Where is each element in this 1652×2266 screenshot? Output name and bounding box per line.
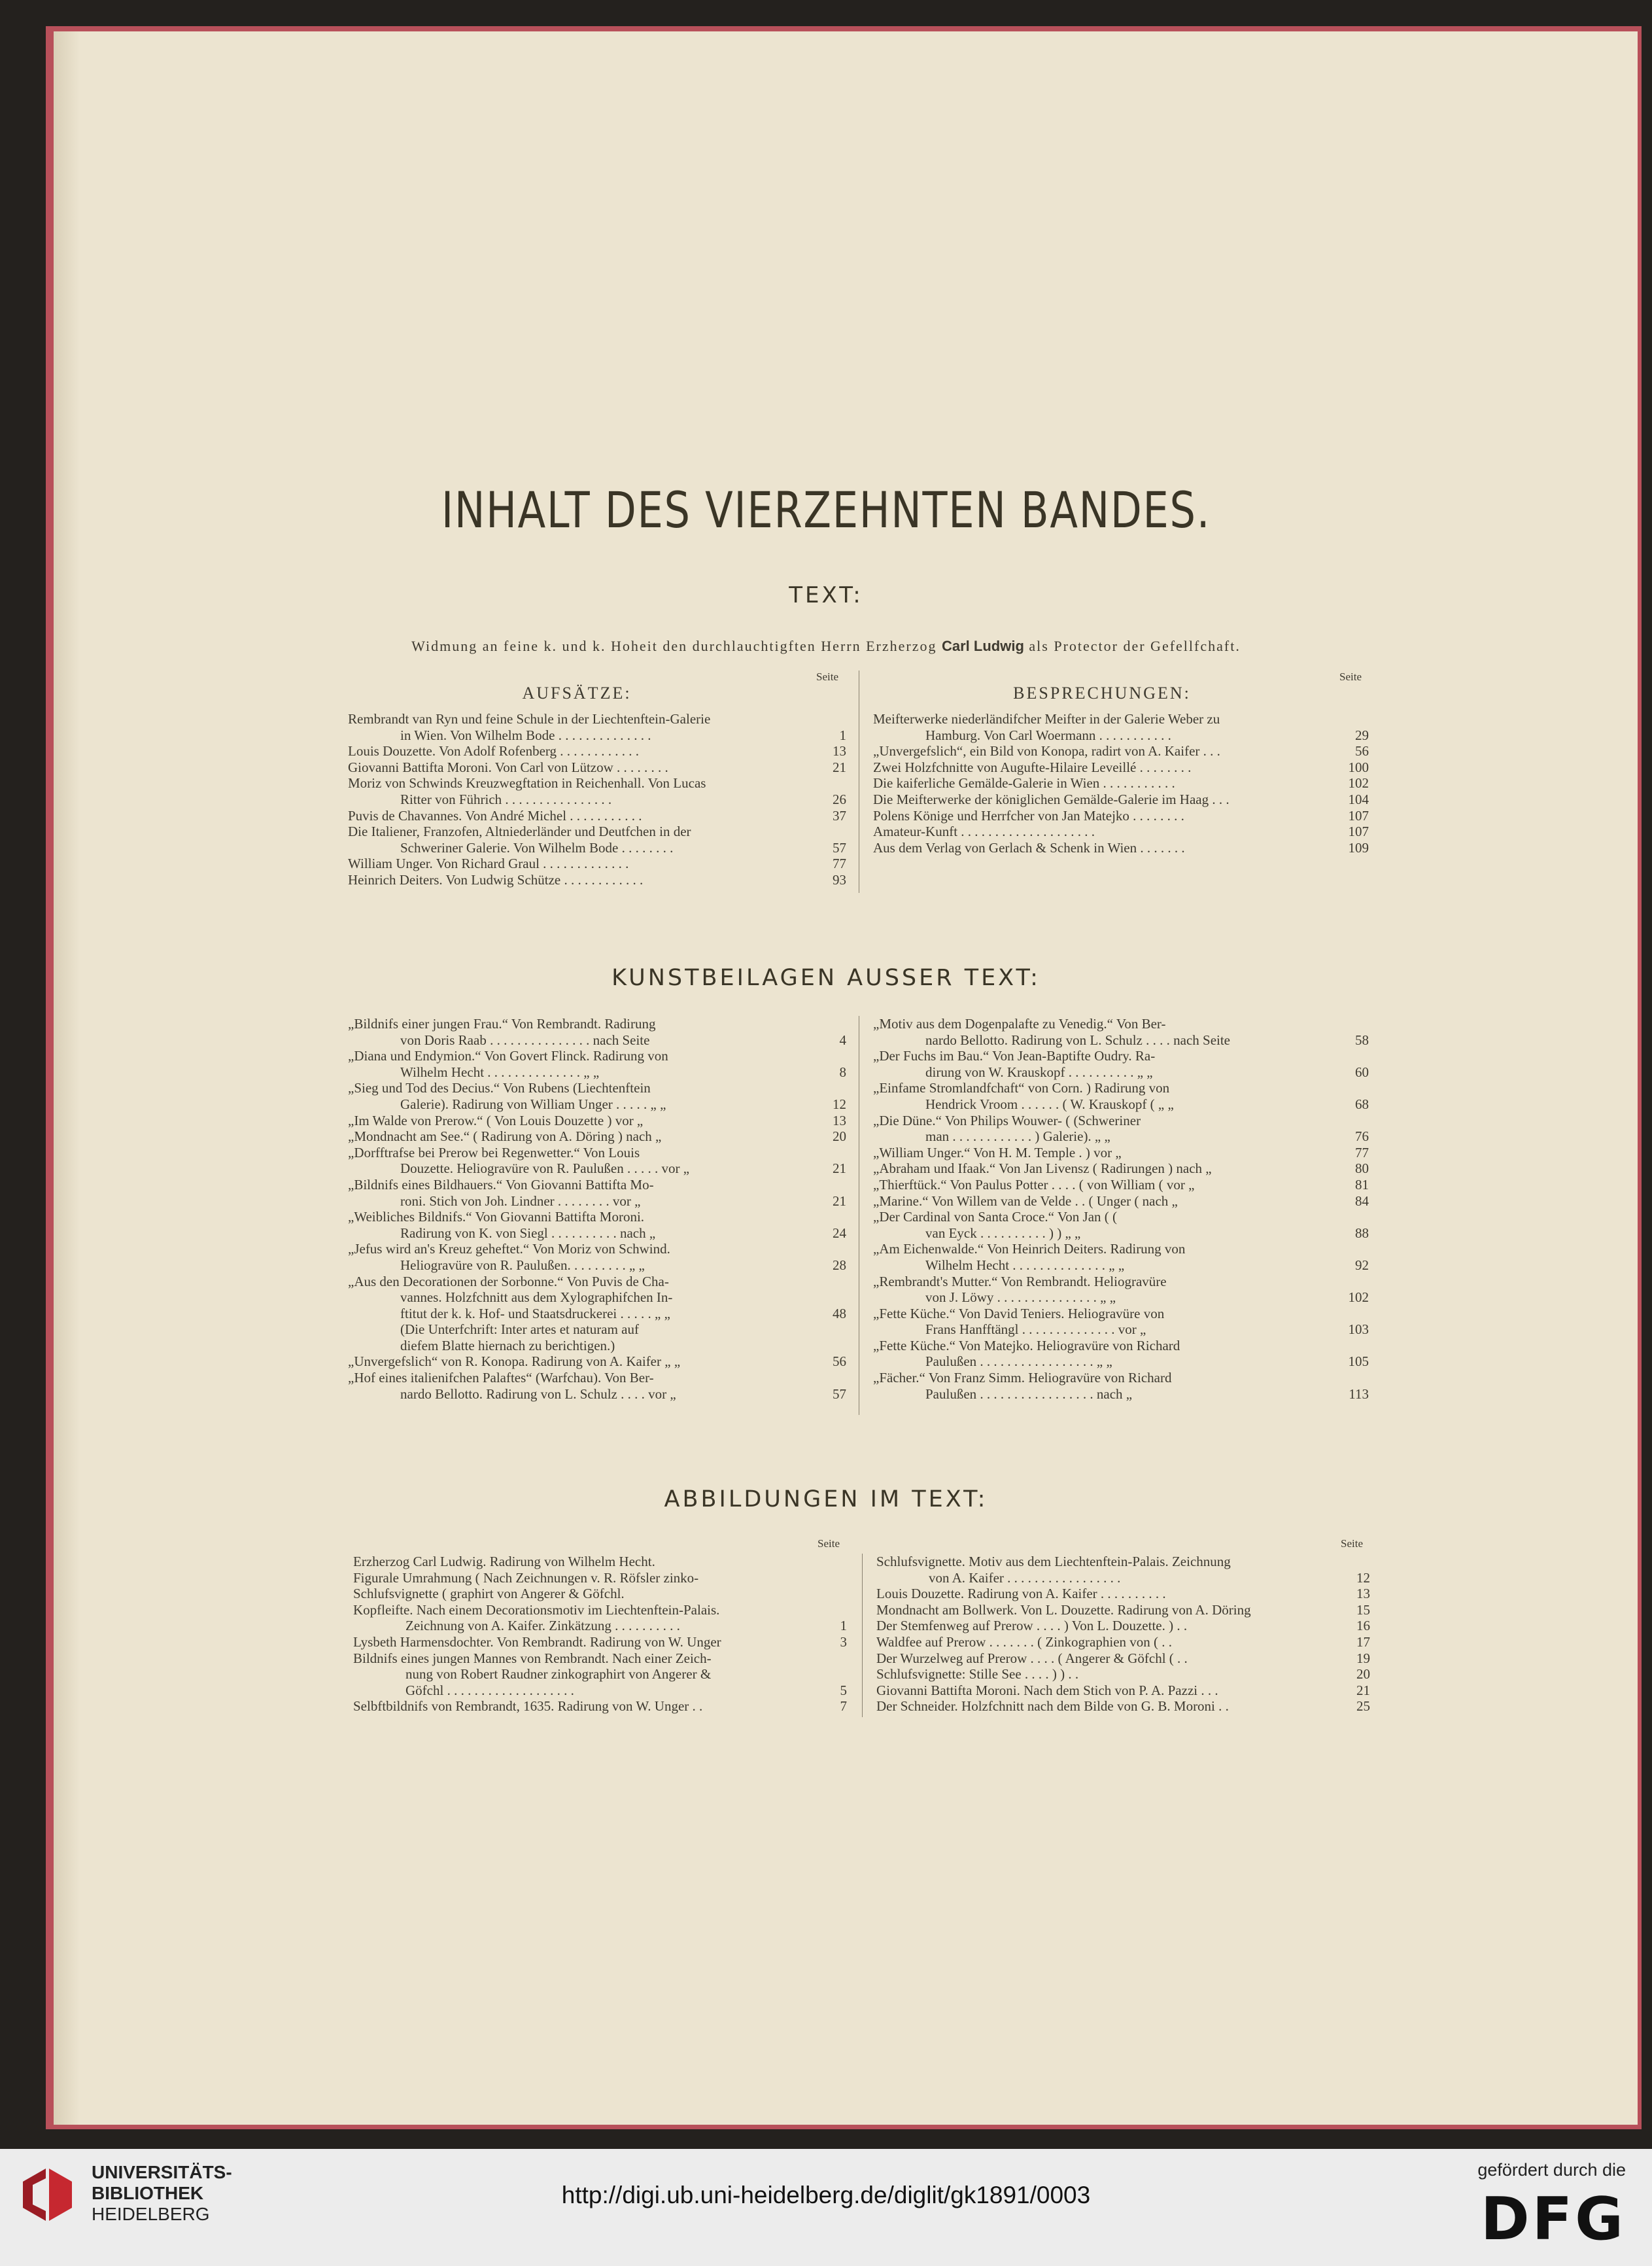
- toc-entry-page: 5: [840, 1682, 847, 1698]
- toc-entry: [348, 1177, 846, 1193]
- kunstbeilagen-left-list: [348, 1016, 846, 1402]
- toc-entry-text: Wilhelm Hecht . . . . . . . . . . . . . . „ „: [400, 1064, 600, 1080]
- toc-entry: [348, 824, 846, 840]
- toc-entry-page: 76: [1355, 1128, 1369, 1145]
- dedication-name: Carl Ludwig: [942, 638, 1024, 654]
- seite-label-abb-right: Seite: [1341, 1537, 1363, 1550]
- toc-entry-page: 103: [1348, 1321, 1369, 1338]
- toc-entry: [348, 1160, 846, 1177]
- toc-entry-text: „Fächer.“ Von Franz Simm. Heliogravüre von Richard: [873, 1370, 1172, 1386]
- toc-entry: [348, 1306, 846, 1322]
- toc-entry-page: [808, 1145, 846, 1161]
- toc-entry: [348, 856, 846, 872]
- toc-entry-page: 3: [840, 1633, 847, 1650]
- toc-entry: [873, 759, 1369, 776]
- toc-entry: [873, 1306, 1369, 1322]
- toc-entry: [876, 1682, 1370, 1699]
- toc-entry-page: [1331, 1338, 1369, 1354]
- toc-entry: [348, 792, 846, 808]
- toc-entry-text: „Sieg und Tod des Decius.“ Von Rubens (Liechtenftein: [348, 1080, 651, 1096]
- kunstbeilagen-heading: KUNSTBEILAGEN AUSSER TEXT:: [611, 965, 1041, 991]
- toc-entry-text: von J. Löwy . . . . . . . . . . . . . . . „ „: [925, 1289, 1116, 1306]
- toc-entry-text: Figurale Umrahmung ( Nach Zeichnungen v. R. Röfsler zinko-: [353, 1569, 699, 1586]
- toc-entry: [876, 1698, 1370, 1715]
- library-line-2: BIBLIOTHEK: [92, 2183, 204, 2203]
- toc-entry-text: Hamburg. Von Carl Woermann . . . . . . . . . . .: [925, 727, 1171, 743]
- toc-entry-text: „Bildnifs eines Bildhauers.“ Von Giovanni Battifta Mo-: [348, 1176, 654, 1193]
- toc-entry: [348, 872, 846, 888]
- toc-entry-text: Wilhelm Hecht . . . . . . . . . . . . . . „ „: [925, 1257, 1125, 1273]
- toc-entry-page: [808, 1289, 846, 1306]
- toc-entry: [876, 1634, 1370, 1650]
- toc-entry-page: 21: [833, 759, 846, 775]
- toc-entry: [873, 1128, 1369, 1145]
- seite-label-right: Seite: [1339, 671, 1362, 683]
- toc-entry-page: [1331, 1306, 1369, 1322]
- toc-entry: [876, 1666, 1370, 1682]
- toc-entry-text: Zeichnung von A. Kaifer. Zinkätzung . . . . . . . . . .: [405, 1618, 680, 1634]
- toc-entry-text: „Motiv aus dem Dogenpalafte zu Venedig.“ Von Ber-: [873, 1016, 1166, 1032]
- toc-entry-page: 56: [1355, 743, 1369, 759]
- toc-entry-text: „Thierftück.“ Von Paulus Potter . . . . ( von William ( vor „: [873, 1176, 1195, 1193]
- toc-entry-text: Der Wurzelweg auf Prerow . . . . ( Angerer & Göfchl ( . .: [876, 1650, 1188, 1666]
- toc-entry: [873, 1113, 1369, 1129]
- toc-entry-page: 12: [1356, 1569, 1370, 1586]
- toc-entry-text: roni. Stich von Joh. Lindner . . . . . . . . vor „: [400, 1193, 641, 1209]
- toc-entry-text: Paulußen . . . . . . . . . . . . . . . . . „ „: [925, 1353, 1112, 1370]
- toc-entry: [348, 1016, 846, 1032]
- besprechungen-list: [873, 711, 1369, 856]
- toc-entry-text: Louis Douzette. Von Adolf Rofenberg . . . . . . . . . . . .: [348, 743, 640, 759]
- toc-entry-text: „Abraham und Ifaak.“ Von Jan Livensz ( Radirungen ) nach „: [873, 1160, 1212, 1177]
- toc-entry: [876, 1650, 1370, 1667]
- toc-entry-page: 17: [1356, 1633, 1370, 1650]
- toc-entry: [873, 1193, 1369, 1210]
- toc-entry-text: „Jefus wird an's Kreuz geheftet.“ Von Moriz von Schwind.: [348, 1241, 670, 1257]
- toc-entry-text: ftitut der k. k. Hof- und Staatsdruckerei . . . . . „ „: [400, 1305, 670, 1321]
- toc-entry-page: 20: [833, 1128, 846, 1145]
- seite-label-abb-left: Seite: [817, 1537, 840, 1550]
- toc-entry: [873, 1145, 1369, 1161]
- toc-entry-text: Radirung von K. von Siegl . . . . . . . . . . nach „: [400, 1225, 656, 1241]
- toc-entry-page: 7: [840, 1698, 847, 1715]
- toc-entry: [348, 1064, 846, 1081]
- toc-entry: [348, 1241, 846, 1257]
- toc-entry: [876, 1602, 1370, 1618]
- toc-entry-text: „Die Düne.“ Von Philips Wouwer- ( (Schweriner: [873, 1112, 1141, 1128]
- toc-entry-page: 102: [1348, 1289, 1369, 1306]
- toc-entry-page: 58: [1355, 1032, 1369, 1048]
- toc-entry-page: 57: [833, 839, 846, 856]
- toc-entry-text: „Fette Küche.“ Von Matejko. Heliogravüre von Richard: [873, 1337, 1180, 1353]
- toc-entry-text: „Einfame Stromlandfchaft“ von Corn. ) Radirung von: [873, 1080, 1170, 1096]
- toc-entry-page: 21: [833, 1193, 846, 1209]
- toc-entry-text: „Der Cardinal von Santa Croce.“ Von Jan ( (: [873, 1209, 1118, 1225]
- toc-entry: [348, 1096, 846, 1113]
- toc-entry-page: 1: [840, 1618, 847, 1634]
- toc-entry: [873, 1177, 1369, 1193]
- toc-entry: [873, 1321, 1369, 1338]
- toc-entry-page: 28: [833, 1257, 846, 1273]
- toc-entry-page: [808, 1016, 846, 1032]
- toc-entry: [353, 1698, 847, 1715]
- toc-entry-text: Louis Douzette. Radirung von A. Kaifer . . . . . . . . . .: [876, 1586, 1166, 1602]
- toc-entry: [873, 743, 1369, 759]
- permalink-url[interactable]: http://digi.ub.uni-heidelberg.de/diglit/gk1891/0003: [561, 2182, 1091, 2208]
- toc-entry-text: Kopfleifte. Nach einem Decorationsmotiv im Liechtenftein-Palais.: [353, 1601, 720, 1618]
- toc-entry: [873, 808, 1369, 824]
- toc-entry-page: 24: [833, 1225, 846, 1241]
- toc-entry: [873, 1225, 1369, 1242]
- toc-entry-text: Die kaiferliche Gemälde-Galerie in Wien . . . . . . . . . . .: [873, 775, 1175, 792]
- toc-entry: [348, 1113, 846, 1129]
- toc-entry-text: Douzette. Heliogravüre von R. Paulußen . . . . . vor „: [400, 1160, 690, 1177]
- aufsaetze-heading: AUFSÄTZE:: [522, 684, 632, 703]
- toc-entry-text: Der Stemfenweg auf Prerow . . . . ) Von L. Douzette. ) . .: [876, 1618, 1188, 1634]
- toc-entry-text: in Wien. Von Wilhelm Bode . . . . . . . . . . . . . .: [400, 727, 651, 743]
- toc-entry-page: 109: [1348, 839, 1369, 856]
- toc-entry: [348, 1321, 846, 1338]
- aufsaetze-list: [348, 711, 846, 888]
- toc-entry-text: „Am Eichenwalde.“ Von Heinrich Deiters. Radirung von: [873, 1241, 1186, 1257]
- toc-entry: [873, 1338, 1369, 1354]
- dfg-logo: DFG: [1480, 2185, 1626, 2254]
- toc-entry-text: man . . . . . . . . . . . . ) Galerie). „ „: [925, 1128, 1110, 1145]
- toc-entry-page: [809, 1586, 847, 1602]
- toc-entry-page: [808, 775, 846, 792]
- toc-entry-text: Zwei Holzfchnitte von Augufte-Hilaire Leveillé . . . . . . . .: [873, 759, 1192, 775]
- toc-entry: [348, 711, 846, 727]
- toc-entry-page: [1331, 1241, 1369, 1257]
- toc-entry: [873, 1289, 1369, 1306]
- toc-entry-text: „Unvergefslich“ von R. Konopa. Radirung von A. Kaifer „ „: [348, 1353, 681, 1370]
- dedication-prefix: Widmung an feine k. und k. Hoheit den durchlauchtigften Herrn Erzherzog: [411, 638, 937, 654]
- toc-entry: [873, 840, 1369, 856]
- toc-entry-text: „Rembrandt's Mutter.“ Von Rembrandt. Heliogravüre: [873, 1273, 1167, 1289]
- toc-entry: [348, 1032, 846, 1049]
- toc-entry: [873, 1096, 1369, 1113]
- toc-entry-text: nardo Bellotto. Radirung von L. Schulz . . . . vor „: [400, 1386, 676, 1402]
- page-gutter: [54, 31, 80, 2125]
- toc-entry: [348, 1209, 846, 1225]
- column-divider: [862, 1554, 863, 1717]
- toc-entry-page: 25: [1356, 1698, 1370, 1715]
- toc-entry-text: (Die Unterfchrift: Inter artes et naturam auf: [400, 1321, 639, 1338]
- toc-entry-text: „Bildnifs einer jungen Frau.“ Von Rembrandt. Radirung: [348, 1016, 656, 1032]
- toc-entry-page: 13: [833, 1112, 846, 1128]
- toc-entry: [348, 1048, 846, 1064]
- toc-entry: [873, 1241, 1369, 1257]
- toc-entry-text: von A. Kaifer . . . . . . . . . . . . . . . . .: [929, 1569, 1121, 1586]
- toc-entry: [873, 1160, 1369, 1177]
- toc-entry-page: 37: [833, 807, 846, 824]
- toc-entry-text: „Diana und Endymion.“ Von Govert Flinck. Radirung von: [348, 1048, 668, 1064]
- toc-entry: [353, 1618, 847, 1634]
- besprechungen-heading: BESPRECHUNGEN:: [1013, 684, 1191, 703]
- toc-entry-page: 104: [1348, 791, 1369, 807]
- toc-entry: [348, 1338, 846, 1354]
- toc-entry-text: Mondnacht am Bollwerk. Von L. Douzette. Radirung von A. Döring: [876, 1601, 1251, 1618]
- toc-entry: [348, 1289, 846, 1306]
- toc-entry: [873, 1370, 1369, 1386]
- toc-entry: [873, 1048, 1369, 1064]
- toc-entry-page: 84: [1355, 1193, 1369, 1209]
- toc-entry-text: van Eyck . . . . . . . . . . ) ) „ „: [925, 1225, 1081, 1241]
- toc-entry-text: Paulußen . . . . . . . . . . . . . . . . . nach „: [925, 1386, 1133, 1402]
- toc-entry-page: [808, 711, 846, 727]
- toc-entry-page: 113: [1349, 1386, 1369, 1402]
- toc-entry-text: Puvis de Chavannes. Von André Michel . . . . . . . . . . .: [348, 807, 642, 824]
- toc-entry: [876, 1618, 1370, 1634]
- toc-entry-text: Frans Hanfftängl . . . . . . . . . . . . . . vor „: [925, 1321, 1146, 1338]
- toc-entry-page: 92: [1355, 1257, 1369, 1273]
- toc-entry-text: „Fette Küche.“ Von David Teniers. Heliogravüre von: [873, 1305, 1165, 1321]
- toc-entry-text: Rembrandt van Ryn und feine Schule in der Liechtenftein-Galerie: [348, 711, 711, 727]
- toc-entry-text: „Marine.“ Von Willem van de Velde . . ( Unger ( nach „: [873, 1193, 1178, 1209]
- toc-entry-page: 19: [1356, 1650, 1370, 1666]
- toc-entry-text: „Mondnacht am See.“ ( Radirung von A. Döring ) nach „: [348, 1128, 662, 1145]
- toc-entry-page: [1331, 1016, 1369, 1032]
- toc-entry-page: [808, 1370, 846, 1386]
- toc-entry-page: 16: [1356, 1618, 1370, 1634]
- toc-entry-page: [809, 1554, 847, 1570]
- toc-entry: [353, 1666, 847, 1682]
- toc-entry-page: 68: [1355, 1096, 1369, 1112]
- toc-entry-text: „Unvergefslich“, ein Bild von Konopa, radirt von A. Kaifer . . .: [873, 743, 1220, 759]
- toc-entry-page: [808, 1177, 846, 1193]
- toc-entry-page: 81: [1355, 1176, 1369, 1193]
- toc-entry: [348, 759, 846, 776]
- toc-entry: [348, 1225, 846, 1242]
- toc-entry: [873, 1016, 1369, 1032]
- toc-entry-text: Giovanni Battifta Moroni. Nach dem Stich von P. A. Pazzi . . .: [876, 1682, 1218, 1698]
- toc-entry-text: Aus dem Verlag von Gerlach & Schenk in Wien . . . . . . .: [873, 839, 1185, 856]
- toc-entry-text: „Der Fuchs im Bau.“ Von Jean-Baptifte Oudry. Ra-: [873, 1048, 1156, 1064]
- toc-entry-page: [808, 1080, 846, 1096]
- toc-entry-page: 107: [1348, 824, 1369, 840]
- toc-entry: [353, 1586, 847, 1602]
- toc-entry: [348, 1257, 846, 1274]
- abbildungen-left-list: [353, 1554, 847, 1715]
- toc-entry: [348, 1370, 846, 1386]
- toc-entry-page: 77: [833, 856, 846, 872]
- toc-entry-text: Die Italiener, Franzofen, Altniederländer und Deutfchen in der: [348, 824, 691, 840]
- toc-entry: [873, 1386, 1369, 1403]
- toc-entry-page: [1331, 1113, 1369, 1129]
- toc-entry-page: 57: [833, 1386, 846, 1402]
- toc-entry-text: Erzherzog Carl Ludwig. Radirung von Wilhelm Hecht.: [353, 1554, 655, 1569]
- toc-entry: [873, 824, 1369, 840]
- toc-entry: [348, 1080, 846, 1096]
- toc-entry-page: [808, 1274, 846, 1290]
- toc-entry: [873, 1209, 1369, 1225]
- toc-entry: [348, 1274, 846, 1290]
- toc-entry-page: [809, 1602, 847, 1618]
- toc-entry-page: 4: [839, 1032, 846, 1048]
- toc-entry-text: von Doris Raab . . . . . . . . . . . . . . . nach Seite: [400, 1032, 650, 1048]
- toc-entry-page: [809, 1650, 847, 1667]
- text-heading: TEXT:: [789, 582, 863, 608]
- toc-entry: [353, 1634, 847, 1650]
- toc-entry: [876, 1586, 1370, 1602]
- toc-entry-page: 20: [1356, 1666, 1370, 1682]
- toc-entry-text: „Im Walde von Prerow.“ ( Von Louis Douzette ) vor „: [348, 1112, 644, 1128]
- toc-entry-page: 21: [833, 1160, 846, 1177]
- toc-entry-page: 93: [833, 871, 846, 888]
- funding-label: gefördert durch die: [1477, 2160, 1626, 2180]
- toc-entry-page: 107: [1348, 807, 1369, 824]
- toc-entry-page: [1331, 1274, 1369, 1290]
- toc-entry-text: Waldfee auf Prerow . . . . . . . ( Zinkographien von ( . .: [876, 1633, 1173, 1650]
- kunstbeilagen-right-list: [873, 1016, 1369, 1402]
- toc-entry-page: 80: [1355, 1160, 1369, 1177]
- toc-entry-page: [809, 1570, 847, 1586]
- toc-entry: [353, 1682, 847, 1699]
- toc-entry-page: 105: [1348, 1353, 1369, 1370]
- toc-entry-text: Galerie). Radirung von William Unger . . . . . „ „: [400, 1096, 666, 1112]
- toc-entry-text: Schlufsvignette. Motiv aus dem Liechtenftein-Palais. Zeichnung: [876, 1554, 1231, 1569]
- toc-entry: [348, 840, 846, 856]
- toc-entry-page: 13: [1356, 1586, 1370, 1602]
- toc-entry: [353, 1570, 847, 1586]
- toc-entry-page: [808, 1338, 846, 1354]
- toc-entry-text: „William Unger.“ Von H. M. Temple . ) vor „: [873, 1144, 1122, 1160]
- page-title: INHALT DES VIERZEHNTEN BANDES.: [441, 481, 1211, 539]
- toc-entry-text: „Aus den Decorationen der Sorbonne.“ Von Puvis de Cha-: [348, 1273, 669, 1289]
- toc-entry: [873, 1064, 1369, 1081]
- toc-entry-page: [1331, 1209, 1369, 1225]
- toc-entry-page: 15: [1356, 1601, 1370, 1618]
- toc-entry-text: Die Meifterwerke der königlichen Gemälde-Galerie im Haag . . .: [873, 791, 1230, 807]
- toc-entry-text: dirung von W. Krauskopf . . . . . . . . . . „ „: [925, 1064, 1153, 1080]
- toc-entry-text: Heliogravüre von R. Paulußen. . . . . . . . . „ „: [400, 1257, 645, 1273]
- toc-entry-text: diefem Blatte hiernach zu berichtigen.): [400, 1337, 615, 1353]
- toc-entry: [348, 1353, 846, 1370]
- toc-entry-text: Selbftbildnifs von Rembrandt, 1635. Radirung von W. Unger . .: [353, 1698, 703, 1715]
- toc-entry: [348, 743, 846, 759]
- toc-entry-text: Göfchl . . . . . . . . . . . . . . . . . . .: [405, 1682, 574, 1698]
- abbildungen-right-list: [876, 1554, 1370, 1715]
- toc-entry: [873, 711, 1369, 727]
- toc-entry-text: Lysbeth Harmensdochter. Von Rembrandt. Radirung von W. Unger: [353, 1633, 721, 1650]
- toc-entry-page: 29: [1355, 727, 1369, 743]
- toc-entry-text: „Weibliches Bildnifs.“ Von Giovanni Battifta Moroni.: [348, 1209, 645, 1225]
- toc-entry-text: „Hof eines italienifchen Palaftes“ (Warfchau). Von Ber-: [348, 1370, 654, 1386]
- toc-entry: [876, 1554, 1370, 1570]
- toc-entry-page: [1331, 1048, 1369, 1064]
- abbildungen-heading: ABBILDUNGEN IM TEXT:: [664, 1486, 988, 1512]
- toc-entry-page: 88: [1355, 1225, 1369, 1241]
- toc-entry-page: 21: [1356, 1682, 1370, 1698]
- toc-entry: [348, 727, 846, 744]
- dedication-suffix: als Protector der Gefellfchaft.: [1029, 638, 1241, 654]
- toc-entry-page: [1331, 1370, 1369, 1386]
- toc-entry: [873, 1274, 1369, 1290]
- toc-entry: [873, 727, 1369, 744]
- toc-entry-text: Bildnifs eines jungen Mannes von Rembrandt. Nach einer Zeich-: [353, 1650, 712, 1666]
- toc-entry: [873, 792, 1369, 808]
- toc-entry-text: Meifterwerke niederländifcher Meifter in der Galerie Weber zu: [873, 711, 1220, 727]
- toc-entry-page: 1: [839, 727, 846, 743]
- toc-entry-page: [808, 1241, 846, 1257]
- toc-entry-page: 56: [833, 1353, 846, 1370]
- toc-entry: [348, 1386, 846, 1403]
- toc-entry-page: [808, 1321, 846, 1338]
- library-line-3: HEIDELBERG: [92, 2204, 210, 2224]
- toc-entry-text: Der Schneider. Holzfchnitt nach dem Bilde von G. B. Moroni . .: [876, 1698, 1229, 1715]
- toc-entry-page: 48: [833, 1305, 846, 1321]
- toc-entry: [353, 1554, 847, 1570]
- toc-entry-text: vannes. Holzfchnitt aus dem Xylographifchen In-: [400, 1289, 673, 1306]
- toc-entry: [873, 1257, 1369, 1274]
- library-line-1: UNIVERSITÄTS-: [92, 2162, 232, 2182]
- seite-label-left: Seite: [816, 671, 838, 683]
- toc-entry: [353, 1650, 847, 1667]
- toc-entry: [873, 775, 1369, 792]
- toc-entry: [348, 1145, 846, 1161]
- toc-entry: [348, 808, 846, 824]
- toc-entry-page: 60: [1355, 1064, 1369, 1080]
- toc-entry: [348, 1193, 846, 1210]
- toc-entry-text: Schlufsvignette ( graphirt von Angerer & Göfchl.: [353, 1586, 625, 1602]
- toc-entry-text: Polens Könige und Herrfcher von Jan Matejko . . . . . . . .: [873, 807, 1184, 824]
- toc-entry-text: nung von Robert Raudner zinkographirt von Angerer &: [405, 1666, 712, 1682]
- toc-entry: [873, 1353, 1369, 1370]
- toc-entry-text: Moriz von Schwinds Kreuzwegftation in Reichenhall. Von Lucas: [348, 775, 706, 792]
- toc-entry-text: Hendrick Vroom . . . . . . ( W. Krauskopf ( „ „: [925, 1096, 1174, 1112]
- toc-entry-page: [808, 824, 846, 840]
- toc-entry-text: Ritter von Führich . . . . . . . . . . . . . . . .: [400, 791, 612, 807]
- dedication: [0, 638, 1652, 655]
- toc-entry-text: Heinrich Deiters. Von Ludwig Schütze . . . . . . . . . . . .: [348, 871, 644, 888]
- toc-entry-page: [809, 1666, 847, 1682]
- toc-entry-text: Giovanni Battifta Moroni. Von Carl von Lützow . . . . . . . .: [348, 759, 668, 775]
- toc-entry-page: 13: [833, 743, 846, 759]
- toc-entry-page: [808, 1209, 846, 1225]
- toc-entry-page: 12: [833, 1096, 846, 1112]
- toc-entry-text: Schweriner Galerie. Von Wilhelm Bode . . . . . . . .: [400, 839, 674, 856]
- toc-entry-page: 77: [1355, 1144, 1369, 1160]
- toc-entry-page: [1331, 1080, 1369, 1096]
- toc-entry-text: Schlufsvignette: Stille See . . . . ) ) . .: [876, 1666, 1079, 1682]
- toc-entry: [348, 775, 846, 792]
- toc-entry-page: [1332, 1554, 1370, 1570]
- toc-entry: [873, 1032, 1369, 1049]
- toc-entry-text: William Unger. Von Richard Graul . . . . . . . . . . . . .: [348, 856, 629, 872]
- toc-entry-text: nardo Bellotto. Radirung von L. Schulz . . . . nach Seite: [925, 1032, 1230, 1048]
- toc-entry-page: 8: [839, 1064, 846, 1080]
- toc-entry: [876, 1570, 1370, 1586]
- toc-entry: [873, 1080, 1369, 1096]
- toc-entry-page: 26: [833, 791, 846, 807]
- toc-entry: [353, 1602, 847, 1618]
- toc-entry-page: 102: [1348, 775, 1369, 792]
- toc-entry-page: [808, 1048, 846, 1064]
- toc-entry-text: „Dorfftrafse bei Prerow bei Regenwetter.“ Von Louis: [348, 1144, 640, 1160]
- toc-entry-page: [1331, 711, 1369, 727]
- toc-entry: [348, 1128, 846, 1145]
- toc-entry-page: 100: [1348, 759, 1369, 775]
- toc-entry-text: Amateur-Kunft . . . . . . . . . . . . . . . . . . . .: [873, 824, 1095, 840]
